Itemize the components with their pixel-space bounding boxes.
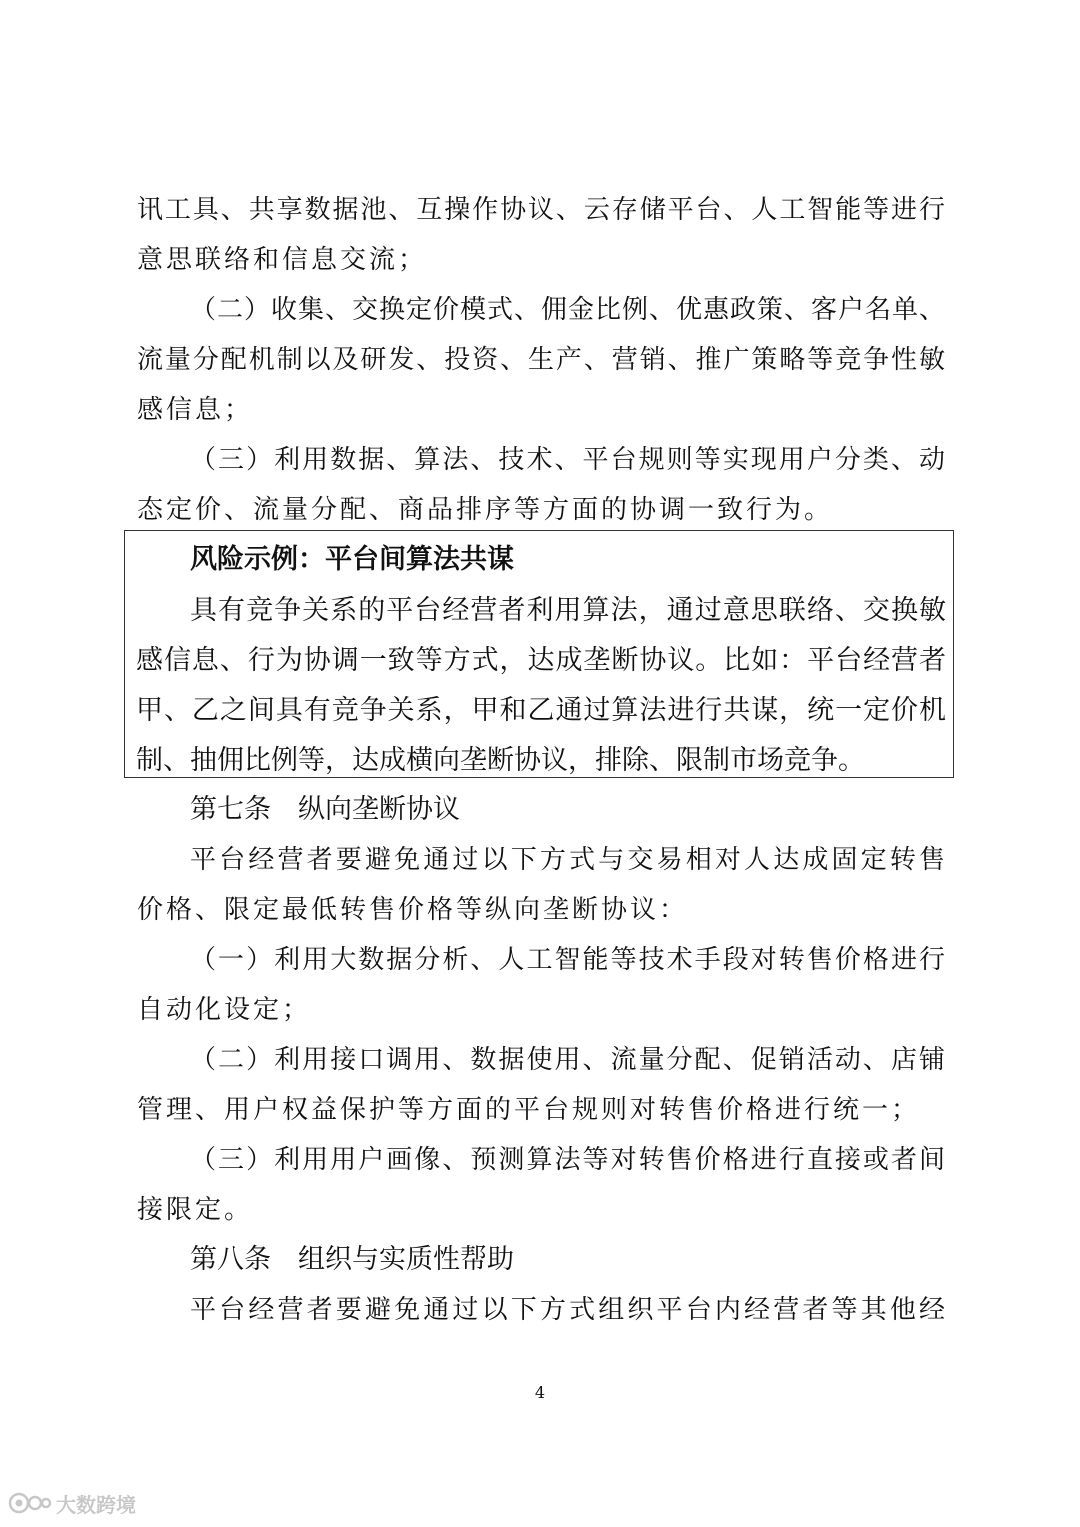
article-eight-heading: 第八条 组织与实质性帮助 <box>190 1244 514 1275</box>
watermark-logo-icon <box>8 1490 52 1516</box>
article-seven-item-line: 自动化设定； <box>137 995 312 1025</box>
article-seven-heading: 第七条 纵向垄断协议 <box>190 794 460 825</box>
article-seven-item-line: （三）利用用户画像、预测算法等对转售价格进行直接或者间 <box>190 1145 945 1175</box>
body-text-line: 讯工具、共享数据池、互操作协议、云存储平台、人工智能等进行 <box>137 195 945 225</box>
risk-example-text-line: 甲、乙之间具有竞争关系，甲和乙通过算法进行共谋，统一定价机 <box>136 695 946 726</box>
page-number: 4 <box>534 1383 546 1402</box>
article-seven-item-line: （二）利用接口调用、数据使用、流量分配、促销活动、店铺 <box>190 1045 945 1075</box>
list-item-two-line: 感信息； <box>137 395 254 425</box>
article-seven-text-line: 价格、限定最低转售价格等纵向垄断协议： <box>137 895 689 925</box>
article-eight-text-line: 平台经营者要避免通过以下方式组织平台内经营者等其他经 <box>190 1295 945 1325</box>
list-item-three-line: （三）利用数据、算法、技术、平台规则等实现用户分类、动 <box>190 445 945 475</box>
body-text-line: 意思联络和信息交流； <box>137 245 428 275</box>
article-seven-item-line: 接限定。 <box>137 1195 254 1225</box>
article-seven-item-line: 管理、用户权益保护等方面的平台规则对转售价格进行统一； <box>137 1095 921 1125</box>
risk-example-text-line: 制、抽佣比例等，达成横向垄断协议，排除、限制市场竞争。 <box>136 745 865 776</box>
list-item-two-line: （二）收集、交换定价模式、佣金比例、优惠政策、客户名单、 <box>190 295 945 325</box>
list-item-three-line: 态定价、流量分配、商品排序等方面的协调一致行为。 <box>137 495 834 525</box>
risk-example-text-line: 具有竞争关系的平台经营者利用算法，通过意思联络、交换敏 <box>190 595 946 626</box>
article-seven-text-line: 平台经营者要避免通过以下方式与交易相对人达成固定转售 <box>190 845 945 875</box>
watermark <box>8 1488 136 1518</box>
list-item-two-line: 流量分配机制以及研发、投资、生产、营销、推广策略等竞争性敏 <box>137 345 945 375</box>
risk-example-title: 风险示例：平台间算法共谋 <box>190 544 514 575</box>
article-seven-item-line: （一）利用大数据分析、人工智能等技术手段对转售价格进行 <box>190 945 945 975</box>
risk-example-text-line: 感信息、行为协调一致等方式，达成垄断协议。比如：平台经营者 <box>136 645 946 676</box>
watermark-text: 大数跨境 <box>56 1492 136 1517</box>
